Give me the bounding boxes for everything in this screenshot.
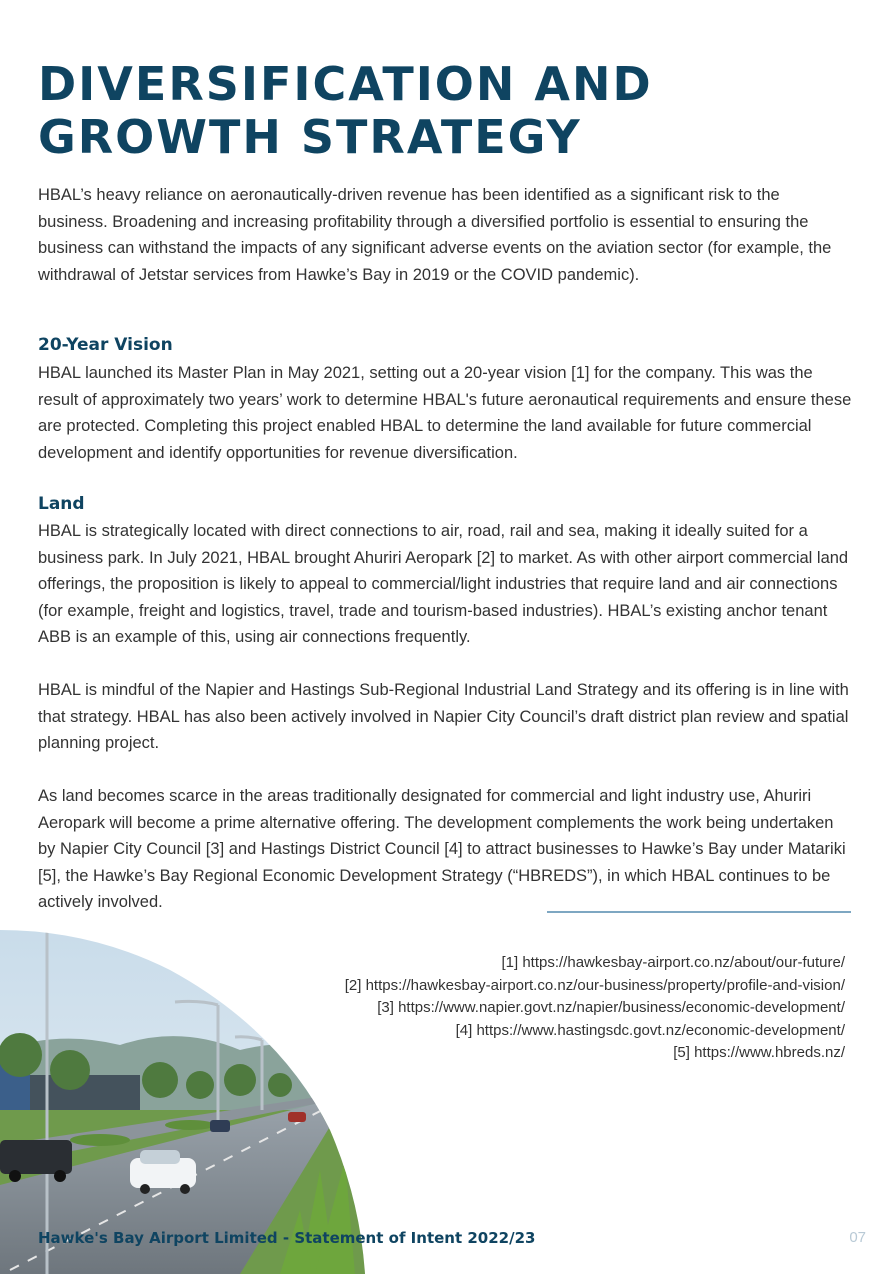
footer-document-title: Hawke's Bay Airport Limited - Statement of Intent 2022/23 bbox=[38, 1229, 536, 1247]
footnote-link-5[interactable]: [5] https://www.hbreds.nz/ bbox=[673, 1044, 845, 1061]
heading-land: Land bbox=[38, 494, 85, 514]
footnote-link-2[interactable]: [2] https://hawkesbay-airport.co.nz/our-business/property/profile-and-vision/ bbox=[344, 976, 845, 994]
footnote-divider bbox=[547, 911, 851, 913]
aeropark-road-illustration bbox=[0, 930, 370, 1274]
land-paragraph-2: HBAL is mindful of the Napier and Hastings Sub-Regional Industrial Land Strategy and its offering is in line with that strategy. HBAL has also been actively involved in Napier City Council’s draft district plan review and spatial planning project. bbox=[38, 681, 849, 752]
heading-20-year-vision: 20-Year Vision bbox=[38, 335, 173, 355]
intro-paragraph: HBAL’s heavy reliance on aeronautically-driven revenue has been identified as a significant risk to the business. Broadening and increasing profitability through a diversified portfolio is essential to ensuring the business can withstand the impacts of any significant adverse events on the aviation sector (for example, the withdrawal of Jetstar services from Hawke’s Bay in 2019 or the COVID pandemic). bbox=[38, 186, 832, 284]
footnote-link-4[interactable]: [4] https://www.hastingsdc.govt.nz/economic-development/ bbox=[455, 1021, 845, 1039]
footnote-link-1[interactable]: [1] https://hawkesbay-airport.co.nz/about/our-future/ bbox=[501, 954, 845, 971]
page-number: 07 bbox=[849, 1229, 866, 1246]
footnotes bbox=[345, 952, 845, 1065]
land-paragraph-3: As land becomes scarce in the areas traditionally designated for commercial and light industry use, Ahuriri Aeropark will become a prime alternative offering. The development complements the work being undertaken by Napier City Council [3] and Hastings District Council [4] to attract businesses to Hawke’s Bay under Matariki [5], the Hawke’s Bay Regional Economic Development Strategy (“HBREDS”), in which HBAL continues to be actively involved. bbox=[38, 787, 846, 911]
page-title: DIVERSIFICATION AND GROWTH STRATEGY bbox=[38, 57, 653, 164]
land-paragraph-1: HBAL is strategically located with direct connections to air, road, rail and sea, making it ideally suited for a business park. In July 2021, HBAL brought Ahuriri Aeropark [2] to market. As with other airport commercial land offerings, the proposition is likely to appeal to commercial/light industries that require land and air connections (for example, freight and logistics, travel, trade and tourism-based industries). HBAL’s existing anchor tenant ABB is an example of this, using air connections frequently. bbox=[38, 522, 849, 646]
footnote-link-3[interactable]: [3] https://www.napier.govt.nz/napier/business/economic-development/ bbox=[377, 999, 845, 1016]
vision-paragraph: HBAL launched its Master Plan in May 2021, setting out a 20-year vision [1] for the company. This was the result of approximately two years’ work to determine HBAL's future aeronautical requirements and ensure these are protected. Completing this project enabled HBAL to determine the land available for future commercial development and identify opportunities for revenue diversification. bbox=[38, 364, 852, 462]
